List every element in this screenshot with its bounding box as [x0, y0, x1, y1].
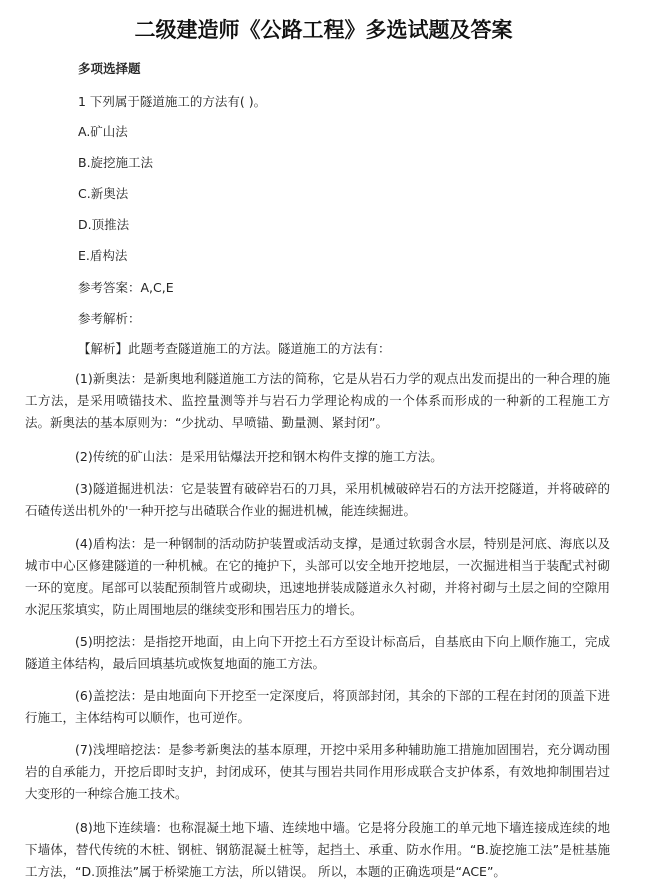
question-stem: 1 下列属于隧道施工的方法有( )。 — [78, 94, 267, 109]
section-heading: 多项选择题 — [78, 61, 141, 76]
reference-answer: 参考答案：A,C,E — [78, 280, 174, 295]
option-d: D.顶推法 — [78, 217, 130, 232]
analysis-paragraph-3: (3)隧道掘进机法：它是装置有破碎岩石的刀具，采用机械破碎岩石的方法开挖隧道，并将破碎的石碴传送出机外的'一种开挖与出碴联合作业的掘进机械，能连续掘进。 — [25, 481, 610, 518]
analysis-paragraph-2: (2)传统的矿山法：是采用钻爆法开挖和钢木构件支撑的施工方法。 — [75, 449, 443, 464]
option-b: B.旋挖施工法 — [78, 155, 154, 170]
analysis-paragraph-4: (4)盾构法：是一种钢制的活动防护装置或活动支撑，是通过软弱含水层，特别是河底、海底以及城市中心区修建隧道的一种机械。在它的掩护下，头部可以安全地开挖地层，一次掘进相当于装配式衬砌一环的宽度。尾部可以装配预制管片或砌块，迅速地拼装成隧道永久衬砌，并将衬砌与土层之间的空隙用水泥压浆填实，防止周围地层的继续变形和围岩压力的增长。 — [25, 536, 610, 617]
analysis-paragraph-5: (5)明挖法：是指挖开地面，由上向下开挖土石方至设计标高后，自基底由下向上顺作施工，完成隧道主体结构，最后回填基坑或恢复地面的施工方法。 — [25, 634, 610, 671]
analysis-paragraph-7: (7)浅埋暗挖法：是参考新奥法的基本原理，开挖中采用多种辅助施工措施加固围岩，充分调动围岩的自承能力，开挖后即时支护，封闭成环，使其与围岩共同作用形成联合支护体系，有效地抑制围岩过大变形的一种综合施工技术。 — [25, 742, 610, 801]
analysis-label: 参考解析： — [78, 311, 141, 326]
analysis-paragraph-1: (1)新奥法：是新奥地利隧道施工方法的简称，它是从岩石力学的观点出发而提出的一种合理的施工方法，是采用喷锚技术、监控量测等并与岩石力学理论构成的一个体系而形成的一种新的工程施工方法。新奥法的基本原则为：“少扰动、早喷锚、勤量测、紧封闭”。 — [25, 371, 610, 430]
document-title: 二级建造师《公路工程》多选试题及答案 — [134, 18, 513, 42]
analysis-paragraph-8: (8)地下连续墙：也称混凝土地下墙、连续地中墙。它是将分段施工的单元地下墙连接成连续的地下墙体，替代传统的木桩、钢桩、钢筋混凝土桩等，起挡土、承重、防水作用。“B.旋挖施工法”是桩基施工方法，“D.顶推法”属于桥梁施工方法，所以错误。 所以，本题的正确选项是“ACE”。 — [25, 820, 610, 879]
option-a: A.矿山法 — [78, 124, 128, 139]
analysis-intro: 【解析】此题考查隧道施工的方法。隧道施工的方法有： — [78, 341, 391, 356]
analysis-paragraph-6: (6)盖挖法：是由地面向下开挖至一定深度后，将顶部封闭，其余的下部的工程在封闭的顶盖下进行施工，主体结构可以顺作，也可逆作。 — [25, 688, 610, 725]
option-e: E.盾构法 — [78, 248, 128, 263]
option-c: C.新奥法 — [78, 186, 129, 201]
